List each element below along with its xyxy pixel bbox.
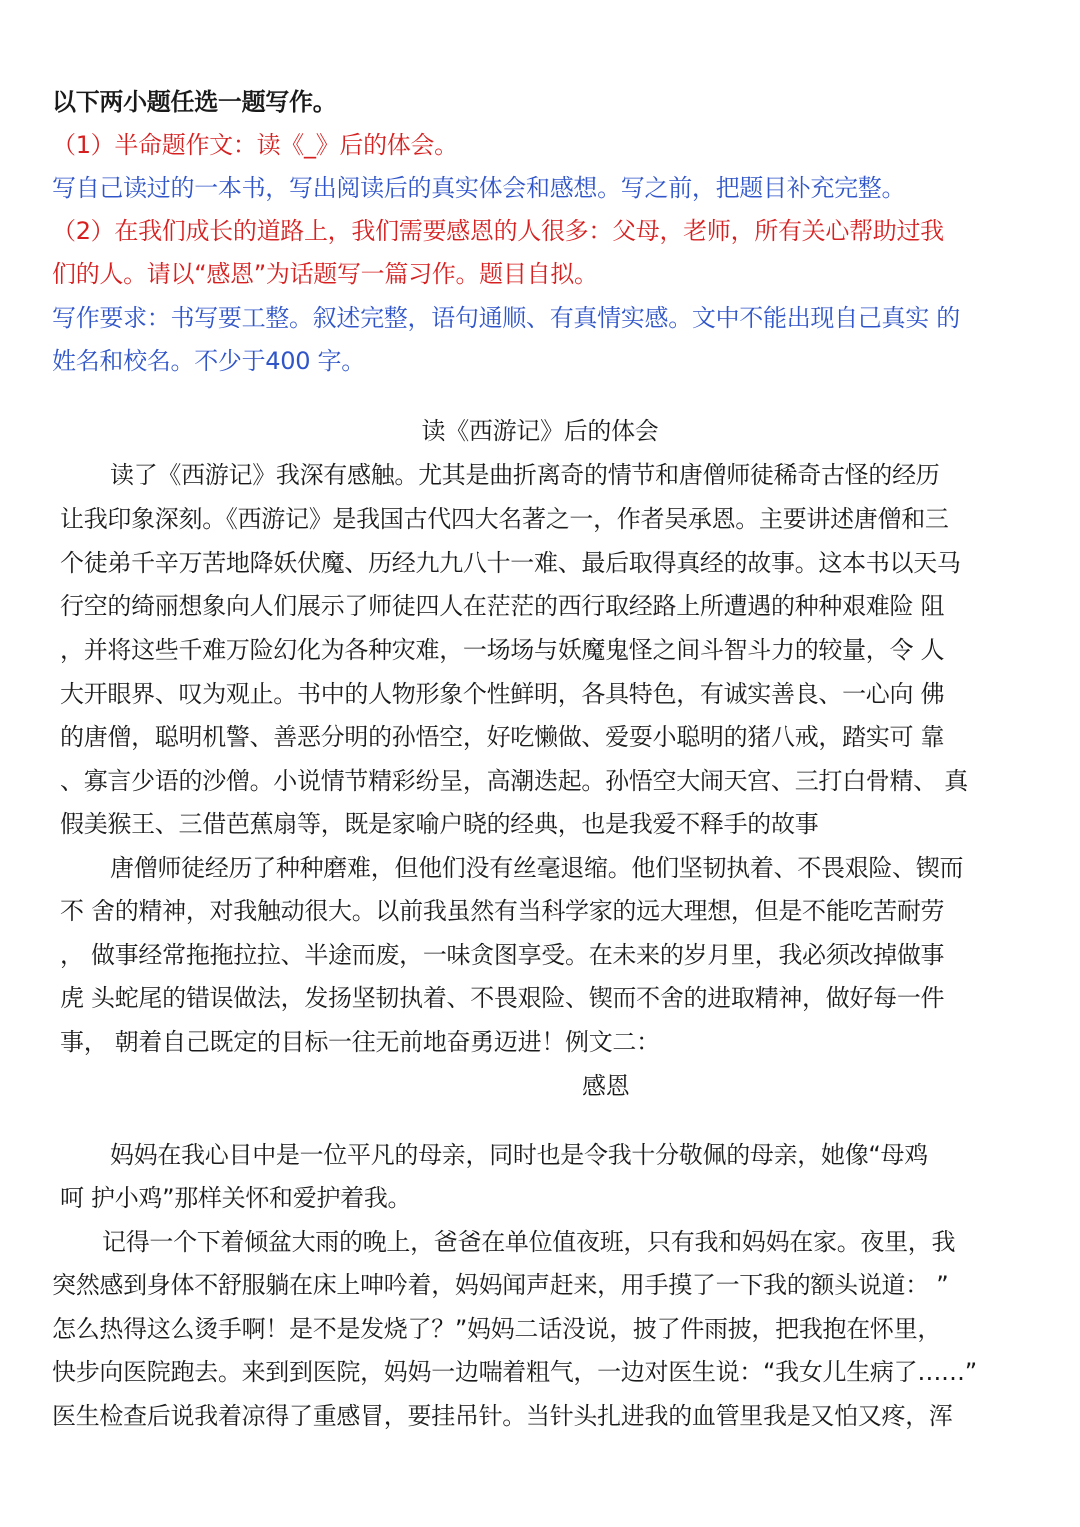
- essay-2-line: 快步向医院跑去。来到到医院，妈妈一边喘着粗气，一边对医生说：“我女儿生病了……”: [52, 1358, 977, 1386]
- essay-1-line: 读了《西游记》我深有感触。尤其是曲折离奇的情节和唐僧师徒稀奇古怪的经历: [110, 461, 940, 489]
- essay-1-line: 唐僧师徒经历了种种磨难，但他们没有丝毫退缩。他们坚韧执着、不畏艰险、锲而: [110, 854, 964, 882]
- essay-1-line: 让我印象深刻。《西游记》是我国古代四大名著之一，作者吴承恩。主要讲述唐僧和三: [60, 505, 949, 533]
- essay-1-line: 虎 头蛇尾的错误做法，发扬坚韧执着、不畏艰险、锲而不舍的进取精神，做好每一件: [60, 984, 945, 1012]
- essay-2-line: 怎么热得这么烫手啊！是不是发烧了？”妈妈二话没说，披了件雨披，把我抱在怀里，: [52, 1315, 942, 1343]
- prompt-question-2-line: （2）在我们成长的道路上，我们需要感恩的人很多：父母，老师，所有关心帮助过我: [52, 217, 944, 245]
- essay-2-line: 妈妈在我心目中是一位平凡的母亲，同时也是令我十分敬佩的母亲，她像“母鸡: [110, 1141, 928, 1169]
- essay-1-line: 个徒弟千辛万苦地降妖伏魔、历经九九八十一难、最后取得真经的故事。这本书以天马: [60, 549, 961, 577]
- essay-2-line: 记得一个下着倾盆大雨的晚上，爸爸在单位值夜班，只有我和妈妈在家。夜里，我: [102, 1228, 956, 1256]
- writing-requirements-line: 姓名和校名。不少于400 字。: [52, 347, 365, 375]
- essay-2-line: 突然感到身体不舒服躺在床上呻吟着，妈妈闻声赶来，用手摸了一下我的额头说道： ”: [52, 1271, 949, 1299]
- essay-1-line: 事， 朝着自己既定的目标一往无前地奋勇迈进！例文二：: [60, 1028, 660, 1056]
- essay-1-title: 读《西游记》后的体会: [421, 417, 659, 445]
- writing-requirements-line: 写作要求：书写要工整。叙述完整，语句通顺、有真情实感。文中不能出现自己真实 的: [52, 304, 960, 332]
- essay-1-line: 不 舍的精神，对我触动很大。以前我虽然有当科学家的远大理想，但是不能吃苦耐劳: [60, 897, 945, 925]
- essay-2-title: 感恩: [582, 1072, 630, 1100]
- essay-1-line: 、寡言少语的沙僧。小说情节精彩纷呈，高潮迭起。孙悟空大闹天宫、三打白骨精、 真: [60, 767, 968, 795]
- essay-2-line: 呵 护小鸡”那样关怀和爱护着我。: [60, 1184, 412, 1212]
- essay-1-line: 假美猴王、三借芭蕉扇等，既是家喻户晓的经典，也是我爱不释手的故事: [60, 810, 819, 838]
- essay-1-line: 的唐僧，聪明机警、善恶分明的孙悟空，好吃懒做、爱耍小聪明的猪八戒，踏实可 靠: [60, 723, 945, 751]
- essay-1-line: ，并将这些千难万险幻化为各种灾难，一场场与妖魔鬼怪之间斗智斗力的较量，令 人: [60, 636, 945, 664]
- prompt-question-1: （1）半命题作文：读《_》后的体会。: [52, 131, 458, 159]
- prompt-question-2-line: 们的人。请以“感恩”为话题写一篇习作。题目自拟。: [52, 260, 598, 288]
- essay-1-line: 大开眼界、叹为观止。书中的人物形象个性鲜明，各具特色，有诚实善良、一心向 佛: [60, 680, 945, 708]
- prompt-heading: 以下两小题任选一题写作。: [52, 88, 337, 116]
- essay-1-line: 行空的绮丽想象向人们展示了师徒四人在茫茫的西行取经路上所遭遇的种种艰难险 阻: [60, 592, 945, 620]
- prompt-question-1-note: 写自己读过的一本书，写出阅读后的真实体会和感想。写之前，把题目补充完整。: [52, 174, 906, 202]
- essay-2-line: 医生检查后说我着凉得了重感冒，要挂吊针。当针头扎进我的血管里我是又怕又疼，浑: [52, 1402, 953, 1430]
- essay-1-line: ， 做事经常拖拖拉拉、半途而废，一味贪图享受。在未来的岁月里，我必须改掉做事: [60, 941, 945, 969]
